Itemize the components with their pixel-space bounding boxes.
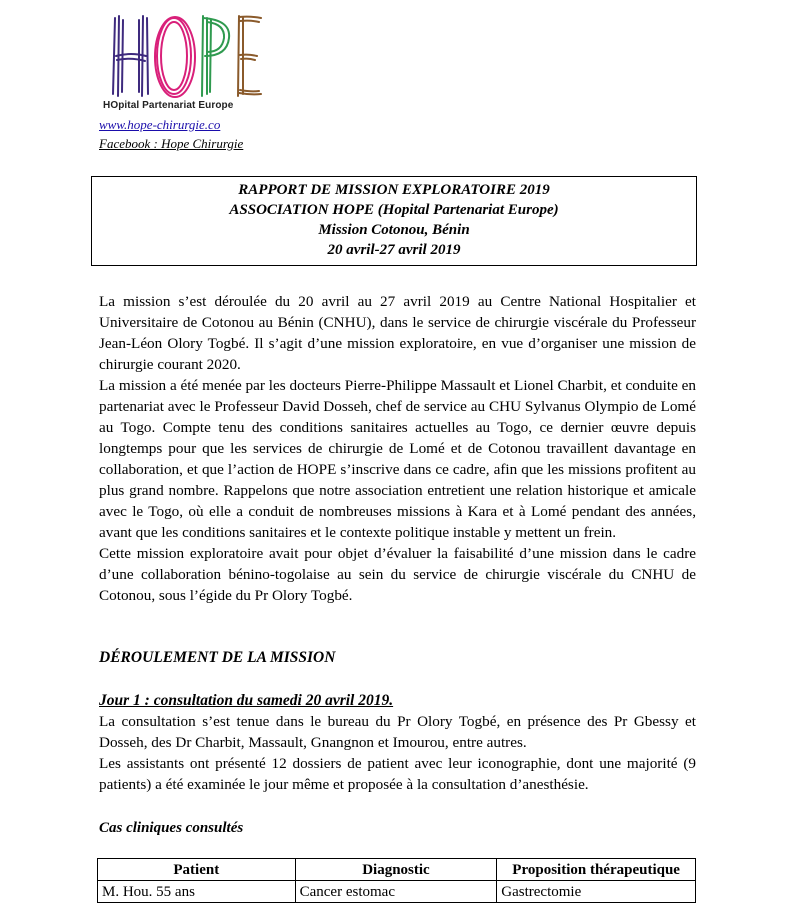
website-link[interactable]: www.hope-chirurgie.co [99, 117, 221, 132]
section-heading: DÉROULEMENT DE LA MISSION [99, 649, 336, 666]
table-header-row [98, 859, 696, 881]
header-patient: Patient [98, 859, 296, 881]
intro-paragraph-3: Cette mission exploratoire avait pour objet d’évaluer la faisabilité d’une mission dans le cadre d’une collaboration bénino-togolaise au sein du service de chirurgie viscérale du CNHU de Cotonou, sous l’égide du Pr Olory Togbé. [99, 545, 696, 604]
logo-letter-h [113, 16, 148, 96]
table-row [98, 881, 696, 903]
facebook-link[interactable]: Facebook : Hope Chirurgie [99, 136, 244, 151]
mission-dates: 20 avril-27 avril 2019 [327, 242, 461, 258]
day1-section [99, 711, 696, 795]
logo-letter-p [202, 16, 229, 96]
report-title-box [91, 176, 697, 266]
association-name: ASSOCIATION HOPE (Hopital Partenariat Europe) [229, 202, 559, 218]
cases-table [97, 858, 696, 903]
logo-letter-o [155, 17, 195, 97]
logo-subtitle: HOpital Partenariat Europe [103, 100, 234, 111]
intro-section [99, 291, 696, 606]
report-title: RAPPORT DE MISSION EXPLORATOIRE 2019 [238, 182, 550, 198]
header-proposition: Proposition thérapeutique [497, 859, 696, 881]
cell-diagnostic: Cancer estomac [295, 881, 497, 903]
cell-patient: M. Hou. 55 ans [98, 881, 296, 903]
day1-heading: Jour 1 : consultation du samedi 20 avril 2019. [99, 692, 394, 709]
cases-heading: Cas cliniques consultés [99, 820, 244, 836]
cell-proposition: Gastrectomie [497, 881, 696, 903]
day1-paragraph-1: La consultation s’est tenue dans le bureau du Pr Olory Togbé, en présence des Pr Gbessy et Dosseh, des Dr Charbit, Massault, Gnangnon et Imourou, entre autres. [99, 713, 696, 751]
logo-letter-e [238, 16, 261, 96]
intro-paragraph-1: La mission s’est déroulée du 20 avril au 27 avril 2019 au Centre National Hospitalier et Universitaire de Cotonou au Bénin (CNHU), dans le service de chirurgie viscérale du Professeur Jean-Léon Olory Togbé. Il s’agit d’une mission exploratoire, en vue d’organiser une mission de chirurgie courant 2020. [99, 293, 696, 373]
mission-location: Mission Cotonou, Bénin [318, 222, 470, 238]
day1-paragraph-2: Les assistants ont présenté 12 dossiers de patient avec leur iconographie, dont une majorité (9 patients) a été examinée le jour même et proposée à la consultation d’anesthésie. [99, 755, 696, 793]
header-diagnostic: Diagnostic [295, 859, 497, 881]
hope-logo-graphic [103, 6, 263, 106]
intro-paragraph-2: La mission a été menée par les docteurs Pierre-Philippe Massault et Lionel Charbit, et conduite en partenariat avec le Professeur David Dosseh, chef de service au CHU Sylvanus Olympio de Lomé au Togo. Compte tenu des conditions sanitaires actuelles au Togo, ce dernier œuvre depuis longtemps pour que les services de chirurgie de Lomé et de Cotonou travaillent davantage en collaboration, et que l’action de HOPE s’inscrive dans ce cadre, afin que les missions profitent au plus grand nombre. Rappelons que notre association entretient une relation historique et amicale avec le Togo, où elle a conduit de nombreuses missions à Kara et à Lomé pendant des années, avant que les conditions sanitaires et le contexte politique instable y mettent un frein. [99, 377, 696, 541]
